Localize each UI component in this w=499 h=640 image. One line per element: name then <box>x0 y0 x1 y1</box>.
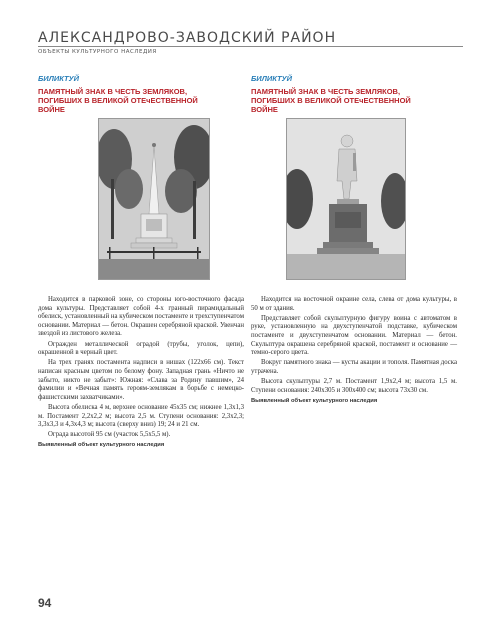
paragraph: Находится в парковой зоне, со стороны юго-восточного фасада дома культуры. Представляет собой 4-х гранный пирамидальный обелиск, установленный на кубическом постаменте и трехступенчатом основании. Материал — бетон. Окрашен серебряной краской. Увенчан звездой из листового железа. <box>38 296 244 338</box>
paragraph: Вокруг памятного знака — кусты акации и тополя. Памятная доска утрачена. <box>251 359 457 375</box>
right-description <box>251 296 457 407</box>
heritage-status-note: Выявленный объект культурного наследия <box>38 442 165 449</box>
section-subtitle: ОБЪЕКТЫ КУЛЬТУРНОГО НАСЛЕДИЯ <box>38 49 157 55</box>
paragraph: Ограда высотой 95 см (участок 5,5х5,5 м). <box>48 431 171 439</box>
section-title: АЛЕКСАНДРОВО-ЗАВОДСКИЙ РАЙОН <box>38 30 337 46</box>
paragraph: Представляет собой скульптурную фигуру воина с автоматом в руке, установленную на двухступенчатой подставке, кубическом постаменте и двухступенчатом основании. Материал — бетон. Скульптура окрашена серебряной краской, постамент и основание — темно-серого цвета. <box>251 314 457 357</box>
header-divider <box>38 46 463 47</box>
place-name: БИЛИКТУЙ <box>38 74 80 83</box>
obelisk-photo <box>98 118 210 280</box>
paragraph: Высота скульптуры 2,7 м. Постамент 1,9х2,4 м; высота 1,5 м. Ступени основания: 240х305 и 300х400 см; высота 73х30 см. <box>251 378 457 394</box>
statue-image <box>287 119 405 279</box>
left-description <box>38 296 244 452</box>
monument-title: ПАМЯТНЫЙ ЗНАК В ЧЕСТЬ ЗЕМЛЯКОВ, ПОГИБШИХ В ВЕЛИКОЙ ОТЕчЕСТВЕННОЙ ВОЙНЕ <box>251 87 411 114</box>
page-number: 94 <box>38 596 52 610</box>
paragraph: Находится на восточной окраине села, слева от дома культуры, в 50 м от здания. <box>251 296 457 312</box>
heritage-status-note: Выявленный объект культурного наследия <box>251 397 378 404</box>
place-name: БИЛИКТУЙ <box>251 74 293 83</box>
obelisk-image <box>99 119 209 279</box>
soldier-statue-photo <box>286 118 406 280</box>
monument-title: ПАМЯТНЫЙ ЗНАК В ЧЕСТЬ ЗЕМЛЯКОВ, ПОГИБШИХ В ВЕЛИКОЙ ОТЕчЕСТВЕННОЙ ВОЙНЕ <box>38 87 198 114</box>
paragraph: Высота обелиска 4 м, верхнее основание 45х35 см; нижнее 1,3х1,3 м. Постамент 2,2х2,2 м; высота 2,5 м. Ступени основания: 2,3х2,3; 3,3х3,3 и 4,3х4,3 м; высота (сверху вниз) 19; 24 и 21 см. <box>38 403 244 429</box>
paragraph: Огражден металлической оградой (трубы, уголок, цепи), окрашенной в черный цвет. <box>38 340 244 357</box>
left-column-heading <box>38 74 244 114</box>
paragraph: На трех гранях постамента надписи в нишах (122х66 см). Текст написан красным цветом по белому фону. Западная грань «Ничто не забыто, никто не забыт»: Южная: «Слава за Родину павшим», 24 фамилии и «Вечная память героям-землякам в борьбе с немецко-фашистскими захватчиками». <box>38 359 244 401</box>
right-column-heading <box>251 74 457 114</box>
